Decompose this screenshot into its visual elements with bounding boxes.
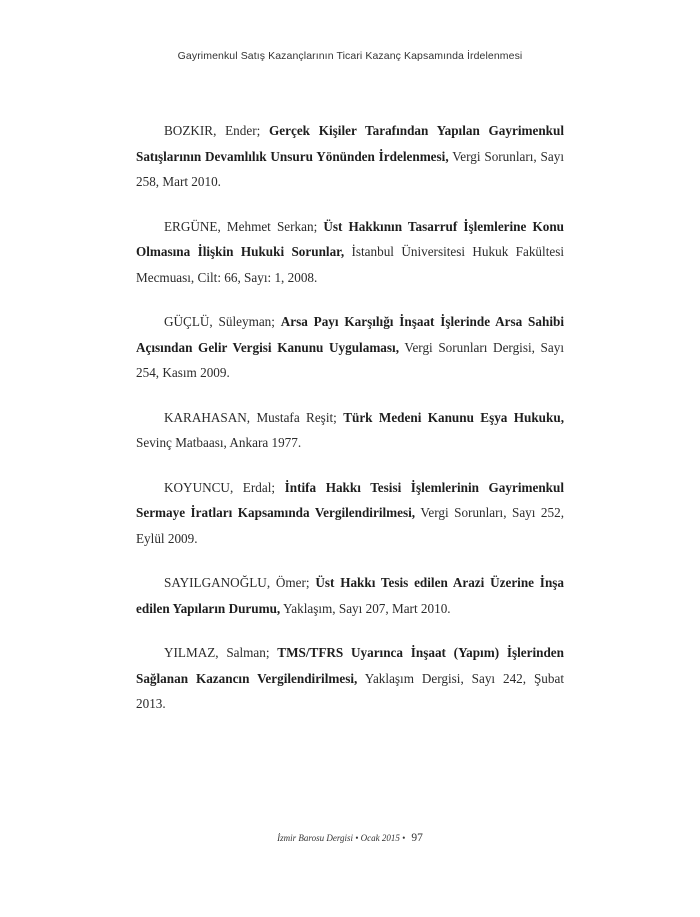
reference-source: Vergi Sorunları, Sayı 258, Mart 2010. [136, 148, 564, 189]
reference-title: Gerçek Kişiler Tarafından Yapılan Gayrimenkul Satışlarının Devamlılık Unsuru Yönünden İrdelenmesi, [136, 123, 565, 164]
reference-entry [136, 309, 564, 386]
reference-entry [136, 214, 564, 291]
reference-author: YILMAZ, Salman; [164, 645, 270, 660]
reference-source: Yaklaşım Dergisi, Sayı 242, Şubat 2013. [136, 670, 565, 711]
reference-entry [136, 118, 564, 195]
page-number: 97 [411, 832, 423, 844]
reference-source: İstanbul Üniversitesi Hukuk Fakültesi Mecmuası, Cilt: 66, Sayı: 1, 2008. [136, 244, 565, 285]
reference-title: İntifa Hakkı Tesisi İşlemlerinin Gayrimenkul Sermaye İratları Kapsamında Vergilendirilmesi, [136, 479, 564, 520]
reference-author: ERGÜNE, Mehmet Serkan; [164, 218, 318, 234]
reference-title: Türk Medeni Kanunu Eşya Hukuku, [343, 409, 564, 425]
reference-author: GÜÇLÜ, Süleyman; [164, 314, 275, 329]
reference-title: Üst Hakkı Tesis edilen Arazi Üzerine İnşa edilen Yapıların Durumu, [136, 575, 564, 616]
running-header: Gayrimenkul Satış Kazançlarının Ticari Kazanç Kapsamında İrdelenmesi [177, 50, 523, 62]
reference-list [136, 118, 564, 736]
reference-entry [136, 475, 564, 552]
reference-author: SAYILGANOĞLU, Ömer; [164, 575, 310, 590]
reference-title: Arsa Payı Karşılığı İnşaat İşlerinde Arsa Sahibi Açısından Gelir Vergisi Kanunu Uygulaması, [136, 314, 564, 355]
reference-source: Sevinç Matbaası, Ankara 1977. [136, 435, 302, 450]
page-footer [0, 832, 700, 844]
reference-source: Vergi Sorunları Dergisi, Sayı 254, Kasım 2009. [136, 339, 565, 380]
reference-source: Vergi Sorunları, Sayı 252, Eylül 2009. [136, 505, 564, 546]
reference-title: TMS/TFRS Uyarınca İnşaat (Yapım) İşlerinden Sağlanan Kazancın Vergilendirilmesi, [136, 645, 564, 686]
reference-entry [136, 640, 564, 717]
reference-entry [136, 570, 564, 621]
reference-author: BOZKIR, Ender; [164, 123, 261, 138]
reference-title: Üst Hakkının Tasarruf İşlemlerine Konu Olmasına İlişkin Hukuki Sorunlar, [136, 218, 565, 259]
reference-author: KARAHASAN, Mustafa Reşit; [164, 409, 337, 425]
reference-entry [136, 405, 564, 456]
reference-author: KOYUNCU, Erdal; [164, 479, 276, 495]
reference-source: Yaklaşım, Sayı 207, Mart 2010. [283, 600, 451, 616]
footer-journal: İzmir Barosu Dergisi • Ocak 2015 • [277, 833, 406, 843]
